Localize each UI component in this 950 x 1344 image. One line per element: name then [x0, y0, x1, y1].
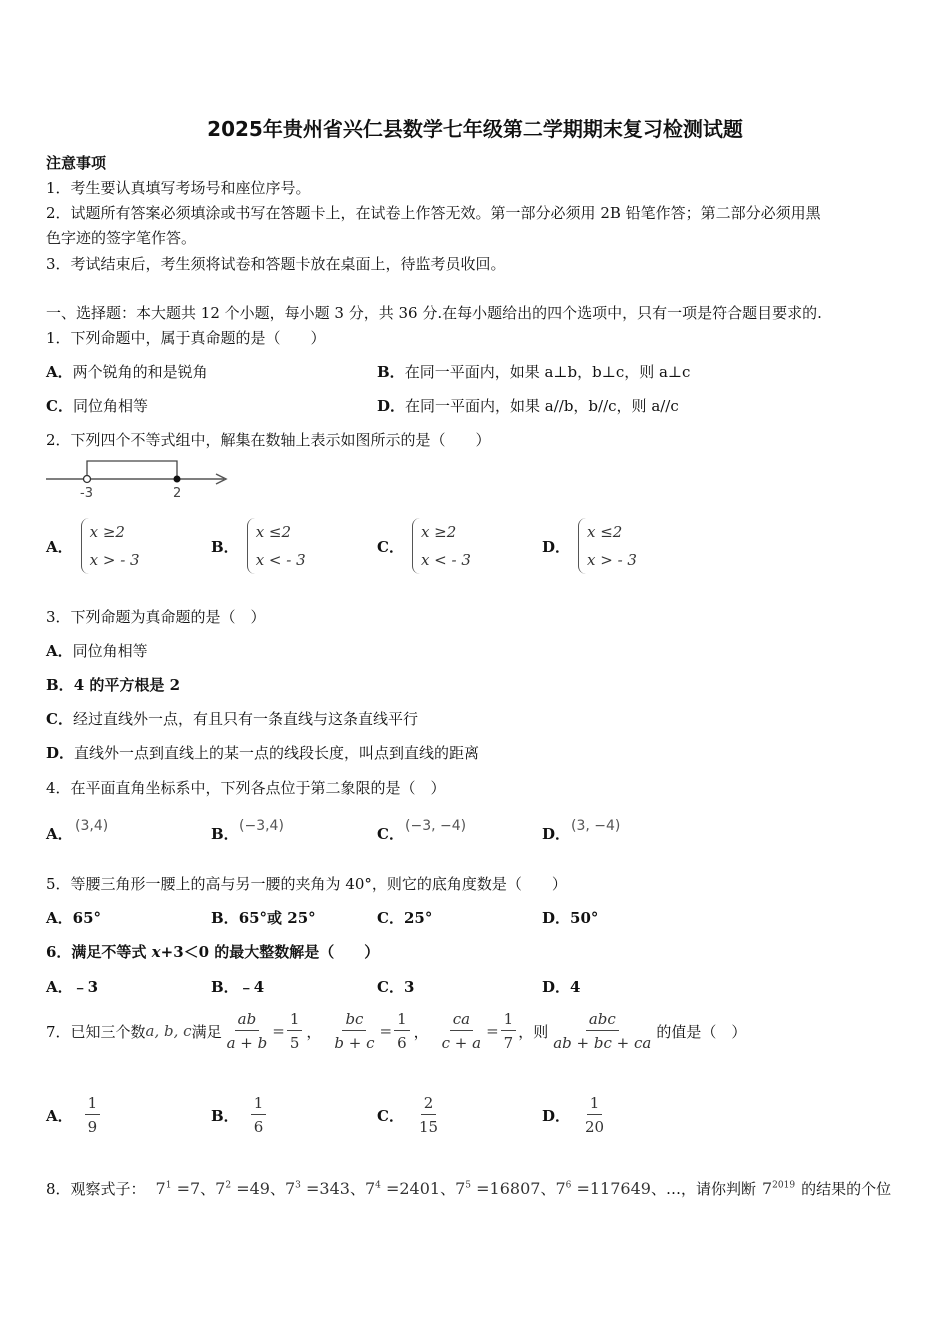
fraction: $\frac{bc}{b + c}$ [334, 1010, 375, 1052]
option-text: 直线外一点到直线上的某一点的线段长度，叫点到直线的距离 [74, 744, 480, 762]
stem-text: 、…，请你判断 [650, 1180, 756, 1198]
solution-bracket [87, 461, 177, 479]
question-8-stem [46, 1178, 891, 1199]
option-letter: D． [542, 978, 571, 996]
power-term: $7^5 =16807$ [455, 1179, 541, 1198]
q2-option-d [542, 518, 637, 574]
stem-text: 的值是（ ） [656, 1022, 747, 1041]
option-text: 50° [570, 909, 599, 927]
option-text: 在同一平面内，如果 a⊥b，b⊥c，则 a⊥c [404, 363, 691, 381]
q2-option-c [377, 518, 471, 574]
q7-option-b [211, 1094, 268, 1136]
separator: 、 [349, 1180, 365, 1198]
fraction: $\frac{1}{6}$ [251, 1094, 267, 1136]
option-text: 4 的平方根是 2 [73, 676, 181, 694]
q5-option-a [46, 907, 101, 928]
inequality: x ≥2 [89, 523, 125, 541]
stem-text: 满足 [191, 1022, 222, 1041]
option-letter: D． [542, 825, 571, 843]
question-5-stem: 5．等腰三角形一腰上的高与另一腰的夹角为 40°，则它的底角度数是（ ） [46, 875, 567, 893]
fraction: $\frac{ab}{a + b}$ [226, 1010, 268, 1052]
inequality-system [247, 518, 306, 574]
inequality: x ≤2 [255, 523, 292, 541]
q6-option-d [542, 976, 580, 997]
separator: 、 [269, 1180, 285, 1198]
point-coordinate: (−3, −4) [405, 818, 467, 834]
q1-option-c [46, 395, 148, 416]
point-coordinate: (3,4) [75, 818, 109, 834]
power-term: $7^6 =117649$ [555, 1179, 651, 1198]
open-point-icon [84, 476, 91, 483]
option-text: ﹣4 [238, 978, 265, 996]
power-term: $7^1 =7$ [155, 1179, 201, 1198]
option-letter: C． [377, 537, 404, 556]
point-coordinate: (3, −4) [571, 818, 621, 834]
power-term: $7^3 =343$ [284, 1179, 350, 1198]
q5-option-c [377, 907, 432, 928]
option-letter: C． [377, 909, 404, 927]
q4-option-b [211, 823, 239, 844]
q3-option-c [46, 708, 418, 729]
option-letter: B． [377, 363, 405, 381]
stem-text: +3＜0 的最大整数解是（ ） [160, 943, 380, 961]
axis-label: -3 [80, 486, 93, 501]
notice-item: 2．试题所有答案必须填涂或书写在答题卡上，在试卷上作答无效。第一部分必须用 2B 铅笔作答；第二部分必须用黑 [46, 204, 821, 222]
option-text: 3 [403, 978, 415, 996]
number-line-figure [44, 455, 234, 503]
stem-text: 7．已知三个数 [46, 1022, 146, 1041]
inequality: x ≤2 [587, 523, 623, 541]
option-letter: C． [46, 397, 73, 415]
fraction: $\frac{2}{15}$ [418, 1094, 439, 1136]
option-letter: B． [46, 676, 74, 694]
point-coordinate: (−3,4) [239, 818, 284, 834]
question-6-stem [46, 941, 379, 962]
option-letter: B． [211, 537, 239, 556]
question-2-stem: 2．下列四个不等式组中，解集在数轴上表示如图所示的是（ ） [46, 431, 491, 449]
inequality: x > - 3 [587, 551, 637, 569]
option-letter: A． [46, 825, 73, 843]
closed-point-icon [174, 476, 181, 483]
q5-option-b [211, 907, 316, 928]
fraction: $\frac{1}{7}$ [501, 1010, 517, 1052]
option-letter: D． [542, 1106, 571, 1125]
option-letter: D． [542, 909, 571, 927]
option-letter: A． [46, 537, 73, 556]
option-text: 同位角相等 [72, 397, 148, 415]
q4-option-d [542, 823, 570, 844]
option-letter: B． [211, 1106, 239, 1125]
inequality: x < - 3 [420, 551, 471, 569]
notice-item: 3．考试结束后，考生须将试卷和答题卡放在桌面上，待监考员收回。 [46, 255, 506, 273]
q6-option-a [46, 976, 98, 997]
stem-text: 6．满足不等式 [46, 943, 152, 961]
fraction: $\frac{\text{abc}}{ab + bc + ca}$ [553, 1010, 652, 1052]
separator: 、 [200, 1180, 216, 1198]
question-1-stem: 1．下列命题中，属于真命题的是（ ） [46, 329, 326, 347]
power-term: $7^4 =2401$ [364, 1179, 441, 1198]
stem-text: ，则 [518, 1022, 549, 1041]
option-letter: A． [46, 978, 73, 996]
option-text: 25° [403, 909, 433, 927]
inequality: x < - 3 [255, 551, 306, 569]
option-letter: A． [46, 1106, 73, 1125]
option-text: 4 [570, 978, 581, 996]
option-letter: B． [211, 909, 239, 927]
q2-option-b [211, 518, 306, 574]
q1-option-d [377, 395, 679, 416]
option-text: 65° [72, 909, 102, 927]
option-letter: B． [211, 978, 239, 996]
option-text: ﹣3 [72, 978, 99, 996]
option-text: 在同一平面内，如果 a//b，b//c，则 a//c [405, 397, 679, 415]
option-text: 65°或 25° [238, 909, 316, 927]
power-term: $7^2 =49$ [215, 1179, 270, 1198]
q3-option-b [46, 674, 180, 695]
section-heading: 一、选择题：本大题共 12 个小题，每小题 3 分，共 36 分.在每小题给出的四个选项中，只有一项是符合题目要求的. [46, 304, 822, 322]
q4-option-a [46, 823, 73, 844]
option-letter: C． [377, 1106, 404, 1125]
q3-option-a [46, 640, 148, 661]
inequality: x > - 3 [89, 551, 140, 569]
separator: 、 [540, 1180, 556, 1198]
notice-item: 色字迹的签字笔作答。 [46, 229, 197, 247]
variables: a, b, c [145, 1022, 192, 1040]
option-letter: D． [542, 537, 571, 556]
question-3-stem: 3．下列命题为真命题的是（ ） [46, 608, 266, 626]
question-7-stem: 7．已知三个数 a, b, c 满足 $\frac{ab}{a + b}$ = $\frac{1}{5}$ ， $\frac{bc}{b + c}$ = $\frac{1}{6}$ ， $\frac{ca}{c + a}$ = $\frac{1}{7}$ ，则 $\frac{\text{abc}}{ab + bc + ca}$ 的值是（ ） [46, 1010, 747, 1052]
fraction: $\frac{1}{5}$ [287, 1010, 303, 1052]
option-letter: A． [46, 909, 73, 927]
option-text: 两个锐角的和是锐角 [72, 363, 208, 381]
inequality: x ≥2 [420, 523, 457, 541]
page-title: 2025年贵州省兴仁县数学七年级第二学期期末复习检测试题 [207, 117, 743, 141]
option-letter: C． [46, 710, 73, 728]
fraction: $\frac{1}{9}$ [85, 1094, 101, 1136]
option-letter: C． [377, 978, 404, 996]
option-letter: A． [46, 363, 73, 381]
inequality-system [81, 518, 140, 574]
option-letter: B． [211, 825, 239, 843]
q1-option-b [377, 361, 690, 382]
fraction: $\frac{1}{6}$ [394, 1010, 410, 1052]
stem-text: 8．观察式子： [46, 1180, 146, 1198]
option-letter: A． [46, 642, 73, 660]
stem-text: 的结果的个位 [801, 1180, 892, 1198]
option-letter: D． [46, 744, 75, 762]
q4-option-c [377, 823, 404, 844]
inequality-system [412, 518, 471, 574]
q6-option-b [211, 976, 264, 997]
fraction: $\frac{1}{20}$ [585, 1094, 605, 1136]
option-text: 同位角相等 [72, 642, 148, 660]
q6-option-c [377, 976, 414, 997]
fraction: $\frac{ca}{c + a}$ [441, 1010, 482, 1052]
option-letter: D． [377, 397, 406, 415]
q3-option-d [46, 742, 479, 763]
inequality-system [578, 518, 637, 574]
notice-heading: 注意事项 [46, 154, 107, 172]
q7-option-c [377, 1094, 443, 1136]
separator: 、 [440, 1180, 456, 1198]
variable: x [151, 943, 161, 961]
axis-label: 2 [173, 486, 182, 501]
q1-option-a [46, 361, 208, 382]
q7-option-d [542, 1094, 609, 1136]
power-term: $7^{2019}$ [761, 1179, 796, 1198]
q5-option-d [542, 907, 598, 928]
option-text: 经过直线外一点，有且只有一条直线与这条直线平行 [72, 710, 418, 728]
notice-item: 1．考生要认真填写考场号和座位序号。 [46, 179, 311, 197]
q7-option-a [46, 1094, 102, 1136]
question-4-stem: 4．在平面直角坐标系中，下列各点位于第二象限的是（ ） [46, 779, 446, 797]
option-letter: C． [377, 825, 404, 843]
q2-option-a [46, 518, 140, 574]
